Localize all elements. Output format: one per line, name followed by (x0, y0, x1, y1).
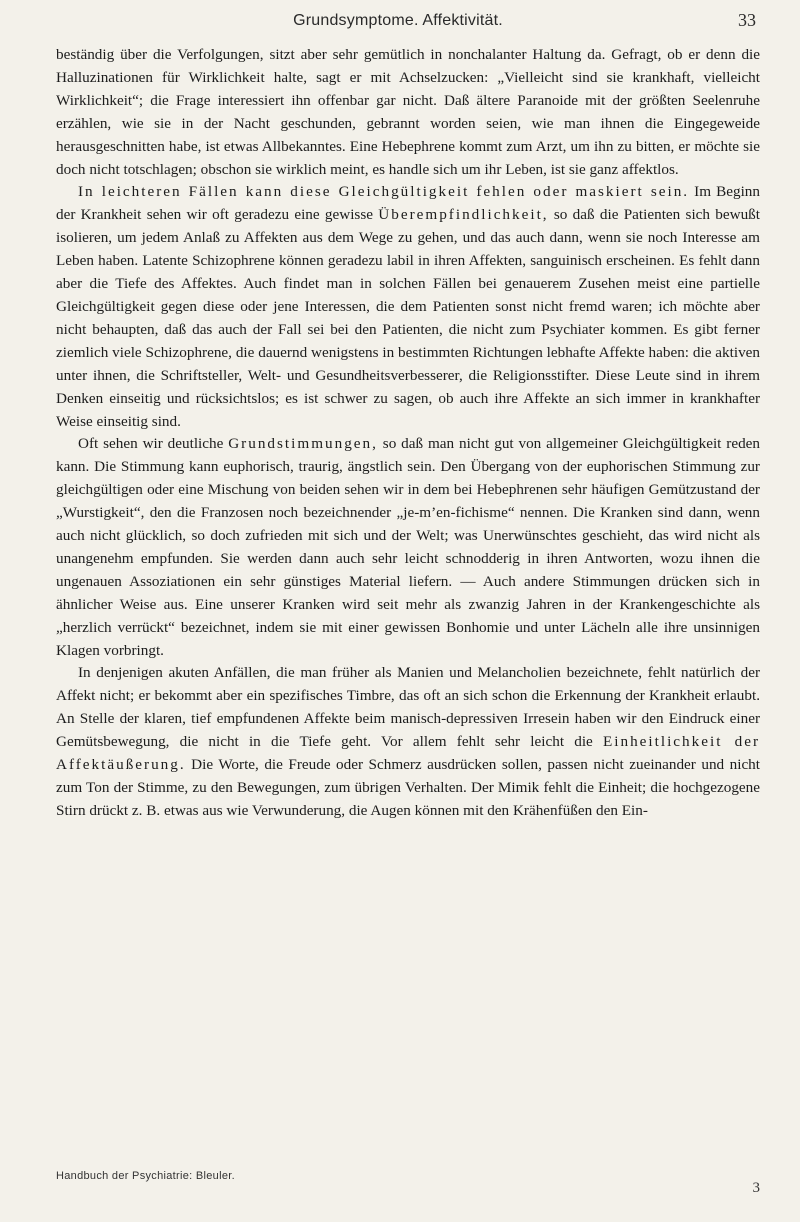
signature-mark: 3 (752, 1180, 760, 1196)
paragraph-text: Die Worte, die Freude oder Schmerz ausdrücken sollen, passen nicht zueinander und nicht zum Ton der Stimme, zu den Bewegungen, zum übrigen Verhalten. Der Mimik fehlt die Einheit; die hochgezogene Stirn drückt z. B. etwas aus wie Verwunderung, die Augen können mit den Krähenfüßen den Ein- (56, 756, 760, 819)
paragraph-text: Oft sehen wir deutliche (78, 435, 229, 453)
paragraph-text: Im Beginn der Krankheit sehen wir oft geradezu eine gewisse (56, 183, 760, 224)
paragraph-2 (56, 181, 760, 433)
page-footer (56, 1170, 760, 1210)
paragraph-text: so daß man nicht gut von allgemeiner Gleichgültigkeit reden kann. Die Stimmung kann euphorisch, traurig, ängstlich sein. Den Übergang von der euphorischen Stimmung zur gleichgültigen oder eine Mischung von beiden sehen wir in dem bei Hebephrenen sehr häufigen Gemützustand der „Wurstigkeit“, den die Franzosen noch bezeichnender „je-m’en-fichisme“ nennen. Die Kranken sind dann, wenn auch nicht glücklich, so doch zufrieden mit sich und der Welt; was Unerwünschtes geschieht, das wird nicht als unangenehm empfunden. Sie werden dann auch sehr leicht schnodderig in ihren Antworten, wozu ihnen die ungenauen Assoziationen ein sehr günstiges Material liefern. — Auch andere Stimmungen drücken sich in ähnlicher Weise aus. Eine unserer Kranken wird seit mehr als zwanzig Jahren in der Krankengeschichte als „herzlich verrückt“ bezeichnet, indem sie mit einer gewissen Bonhomie und unter Lächeln alle ihre unsinnigen Klagen vorbringt. (56, 435, 760, 659)
spaced-emphasis: Grundstimmungen, (228, 435, 378, 453)
paragraph-text: In denjenigen akuten Anfällen, die man früher als Manien und Melancholien bezeichnete, fehlt natürlich der Affekt nicht; er bekommt aber ein spezifisches Timbre, das oft an sich schon die Erkennung der Krankheit erlaubt. An Stelle der klaren, tief empfundenen Affekte beim manisch-depressiven Irresein haben wir den Eindruck einer Gemütsbewegung, die nicht in die Tiefe geht. Vor allem fehlt sehr leicht die (56, 664, 760, 751)
paragraph-text: so daß die Patienten sich bewußt isolieren, um jedem Anlaß zu Affekten aus dem Wege zu gehen, und das auch dann, wenn sie noch Interesse am Leben haben. Latente Schizophrene können geradezu labil in ihren Affekten, sanguinisch erscheinen. Es fehlt dann aber die Tiefe des Affektes. Auch findet man in solchen Fällen bei genauerem Zusehen meist eine partielle Gleichgültigkeit gegen diese oder jene Interessen, die dem Patienten sonst nicht fremd waren; ich möchte aber nicht behaupten, daß das auch der Fall sei bei den Patienten, die nicht zum Psychiater kommen. Es gibt ferner ziemlich viele Schizophrene, die dauernd wenigstens in bestimmten Richtungen lebhafte Affekte haben: die aktiven unter ihnen, die Schriftsteller, Welt- und Gesundheitsverbesserer, die Religionsstifter. Diese Leute sind in ihrem Denken einseitig und rücksichtslos; es ist schwer zu sagen, ob auch ihre Affekte an sich immer in krankhafter Weise einseitig sind. (56, 206, 760, 430)
body-text (56, 44, 760, 823)
spaced-emphasis: Einheitlichkeit der Affektäußerung. (56, 733, 760, 774)
paragraph-1: beständig über die Verfolgungen, sitzt aber sehr gemütlich in nonchalanter Haltung da. Gefragt, ob er denn die Halluzinationen für Wirklichkeit halte, sagt er mit Achselzucken: „Vielleicht sind sie krankhaft, vielleicht Wirklichkeit“; die Frage interessiert ihn offenbar gar nicht. Daß ältere Paranoide mit der größten Seelenruhe erzählen, wie sie in der Nacht geschunden, gebrannt worden seien, wie man ihnen die Eingegeweide herausgeschnitten habe, ist etwas Allbekanntes. Eine Hebephrene kommt zum Arzt, um ihn zu bitten, er möchte sie doch nicht totschlagen; obschon sie wirklich meint, es handle sich um ihr Leben, ist sie ganz affektlos. (56, 46, 760, 178)
paragraph-4 (56, 662, 760, 822)
spaced-emphasis: Überempfindlichkeit, (378, 206, 549, 224)
spaced-emphasis: In leichteren Fällen kann diese Gleichgültigkeit fehlen oder maskiert sein. (78, 183, 690, 201)
running-head (40, 12, 756, 40)
page-number: 33 (738, 10, 756, 30)
running-head-title: Grundsymptome. Affektivität. (293, 12, 503, 29)
footer-source-note: Handbuch der Psychiatrie: Bleuler. (56, 1170, 235, 1182)
paragraph-3 (56, 433, 760, 662)
